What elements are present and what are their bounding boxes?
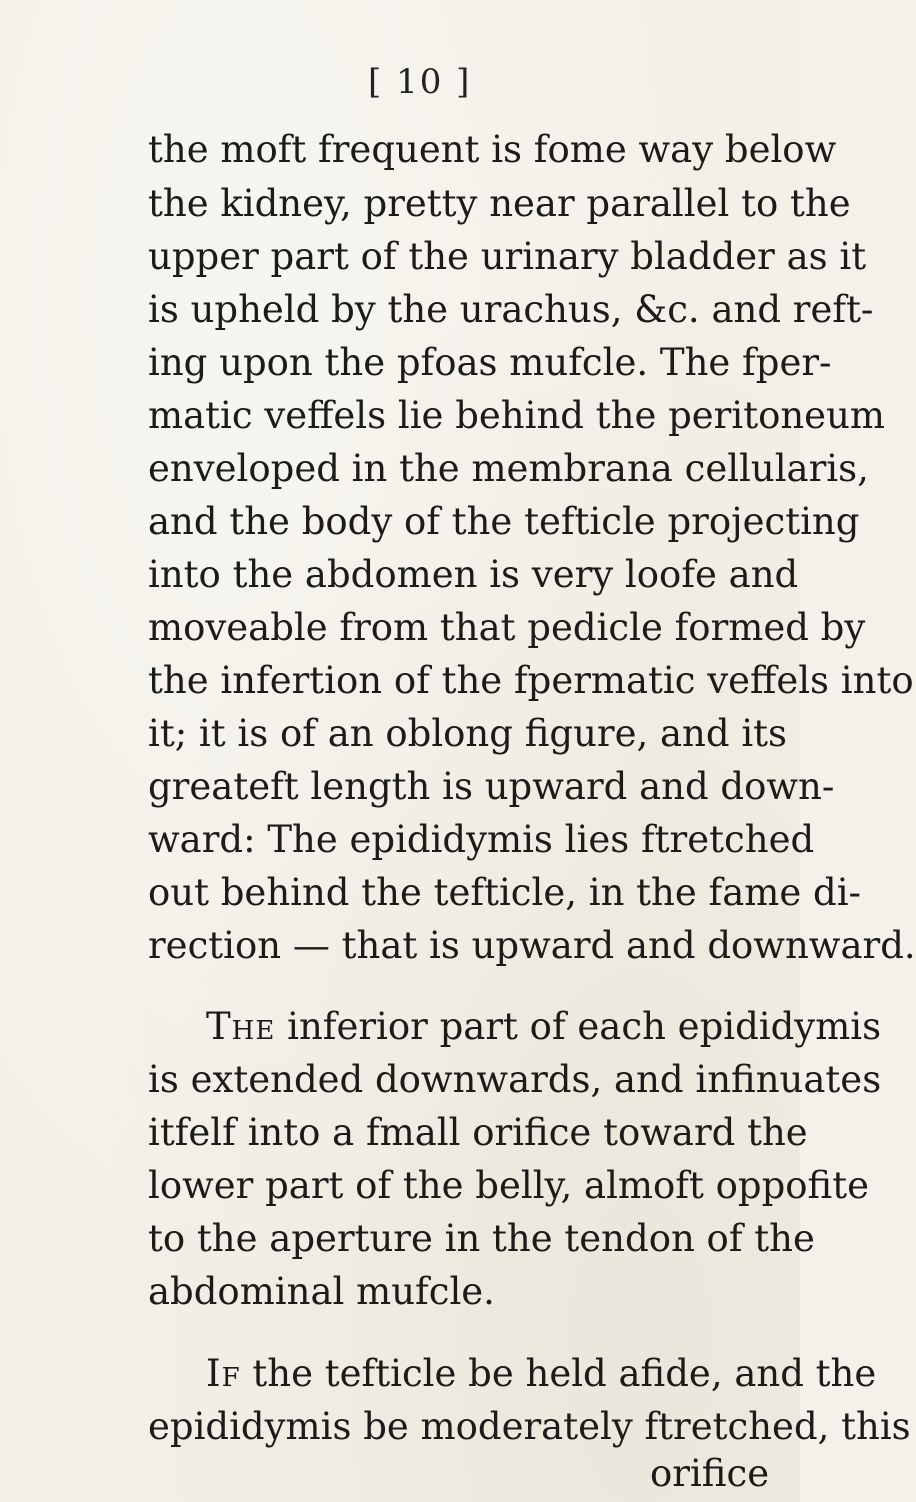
text-span: inferior part of each epididymis: [287, 1005, 882, 1048]
paragraph-first-line: [206, 1003, 881, 1051]
text-line: epididymis be moderately ftretched, this: [148, 1405, 911, 1448]
text-line: matic veffels lie behind the peritoneum: [148, 394, 885, 437]
text-line: is extended downwards, and infinuates: [148, 1058, 882, 1101]
text-span: the tefticle be held afide, and the: [252, 1352, 877, 1395]
text-line: enveloped in the membrana cellularis,: [148, 447, 869, 490]
text-line: ing upon the pfoas mufcle. The fper-: [148, 341, 832, 384]
paragraph-lead-word: If: [206, 1352, 241, 1395]
page-number: [ 10 ]: [368, 62, 472, 102]
text-line: greateft length is upward and down-: [148, 765, 835, 808]
text-line: out behind the tefticle, in the fame di-: [148, 871, 862, 914]
text-line: the moft frequent is fome way below: [148, 128, 837, 171]
text-line: upper part of the urinary bladder as it: [148, 235, 867, 278]
paragraph-lead-word: The: [206, 1005, 276, 1048]
text-line: rection — that is upward and downward.: [148, 924, 916, 967]
text-line: abdominal mufcle.: [148, 1270, 495, 1313]
catchword: orifice: [650, 1452, 770, 1495]
text-line: to the aperture in the tendon of the: [148, 1217, 815, 1260]
text-line: itfelf into a fmall orifice toward the: [148, 1111, 808, 1154]
text-line: is upheld by the urachus, &c. and reft-: [148, 288, 874, 331]
text-line: the kidney, pretty near parallel to the: [148, 182, 851, 225]
text-line: lower part of the belly, almoft oppofite: [148, 1164, 869, 1207]
text-line: into the abdomen is very loofe and: [148, 553, 799, 596]
text-line: ward: The epididymis lies ftretched: [148, 818, 815, 861]
paragraph-first-line: [206, 1350, 876, 1398]
text-line: and the body of the tefticle projecting: [148, 500, 860, 543]
text-line: moveable from that pedicle formed by: [148, 606, 866, 649]
text-line: the infertion of the fpermatic veffels into: [148, 659, 914, 702]
text-line: it; it is of an oblong figure, and its: [148, 712, 788, 755]
